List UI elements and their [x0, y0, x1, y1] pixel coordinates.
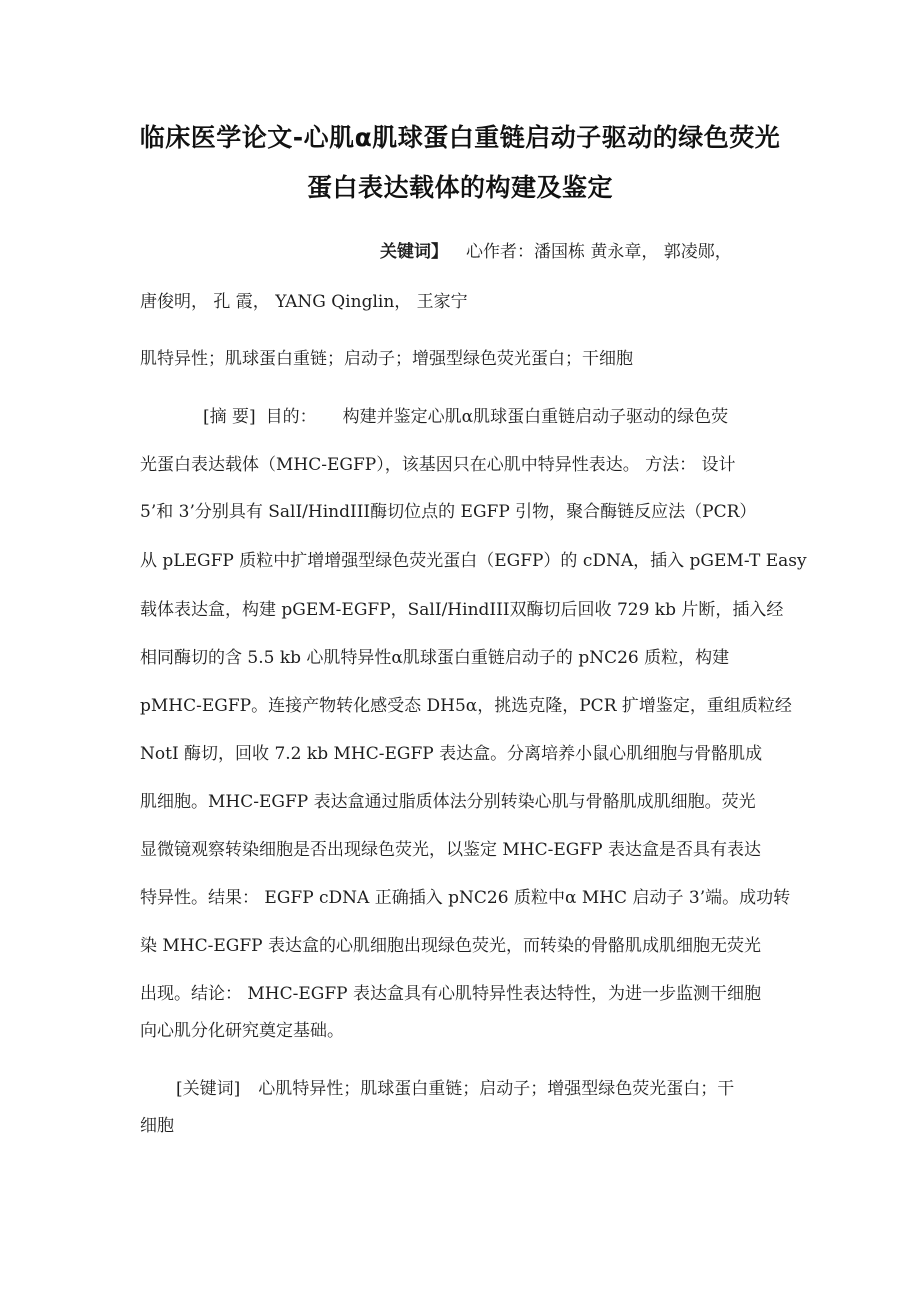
abstract-line-6: 相同酶切的含 5.5 kb 心肌特异性α肌球蛋白重链启动子的 pNC26 质粒，构建: [140, 648, 730, 668]
abstract-line-2: 光蛋白表达载体（MHC-EGFP），该基因只在心肌中特异性表达。 方法： 设计: [140, 455, 736, 475]
keywords-line: 肌特异性；肌球蛋白重链；启动子；增强型绿色荧光蛋白；干细胞: [140, 349, 633, 369]
purpose-label: 目的：: [265, 407, 317, 427]
abstract-line-14: 向心肌分化研究奠定基础。: [140, 1021, 344, 1041]
abstract-line-1: [203, 405, 728, 429]
keywords-section-line-1: [176, 1077, 734, 1101]
keywords-label: [关键词]: [176, 1079, 241, 1099]
abstract-line-7: pMHC-EGFP。连接产物转化感受态 DH5α，挑选克隆，PCR 扩增鉴定，重组质粒经: [140, 696, 792, 716]
abstract-line-5: 载体表达盒，构建 pGEM-EGFP，SalI/HindIII双酶切后回收 729 kb 片断，插入经: [140, 600, 784, 620]
keyword-heading: 关键词】: [380, 242, 448, 262]
title-line-2: 蛋白表达载体的构建及鉴定: [306, 173, 613, 202]
abstract-line-11: 特异性。结果： EGFP cDNA 正确插入 pNC26 质粒中α MHC 启动子 3’端。成功转: [140, 888, 791, 908]
abstract-line-9: 肌细胞。MHC-EGFP 表达盒通过脂质体法分别转染心肌与骨骼肌成肌细胞。荧光: [140, 792, 756, 812]
abstract-line-13: 出现。结论： MHC-EGFP 表达盒具有心肌特异性表达特性，为进一步监测干细胞: [140, 984, 762, 1004]
abstract-text-1: 构建并鉴定心肌α肌球蛋白重链启动子驱动的绿色荧: [342, 407, 729, 427]
abstract-line-10: 显微镜观察转染细胞是否出现绿色荧光，以鉴定 MHC-EGFP 表达盒是否具有表达: [140, 840, 762, 860]
abstract-line-8: NotI 酶切，回收 7.2 kb MHC-EGFP 表达盒。分离培养小鼠心肌细胞与骨骼肌成: [140, 744, 763, 764]
authors-line-2: 唐俊明， 孔 霞， YANG Qinglin， 王家宁: [140, 292, 468, 312]
keywords-text-1: 心肌特异性；肌球蛋白重链；启动子；增强型绿色荧光蛋白；干: [258, 1079, 735, 1099]
abstract-label: [摘 要]: [203, 407, 256, 427]
authors-line-1: 潘国栋 黄永章， 郭凌郧，: [534, 242, 732, 262]
abstract-line-3: 5’和 3’分别具有 SalI/HindIII酶切位点的 EGFP 引物，聚合酶链反应法（PCR）: [140, 502, 757, 522]
abstract-line-12: 染 MHC-EGFP 表达盒的心肌细胞出现绿色荧光，而转染的骨骼肌成肌细胞无荧光: [140, 936, 762, 956]
author-label: 心作者：: [466, 242, 534, 262]
abstract-line-4: 从 pLEGFP 质粒中扩增增强型绿色荧光蛋白（EGFP）的 cDNA，插入 pGEM-T Easy: [140, 551, 807, 571]
keywords-section-line-2: 细胞: [140, 1116, 174, 1136]
title-line-1: 临床医学论文-心肌α肌球蛋白重链启动子驱动的绿色荧光: [139, 123, 781, 152]
keyword-author-line: [380, 240, 732, 264]
